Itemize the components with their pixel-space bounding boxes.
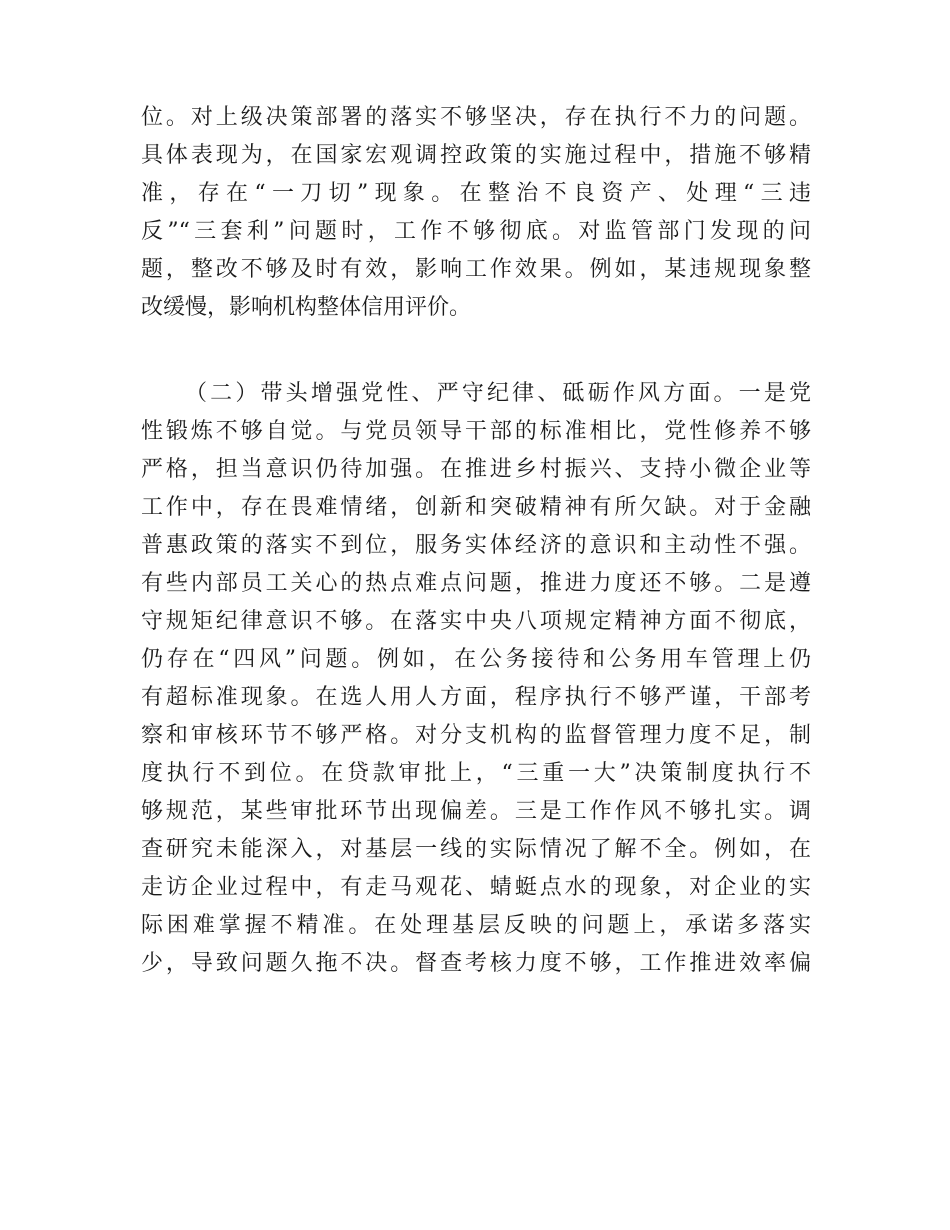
- paragraph-2: [141, 375, 811, 983]
- text-line: 度执行不到位。在贷款审批上，“三重一大”决策制度执行不: [141, 761, 811, 786]
- text-line: 有些内部员工关心的热点难点问题，推进力度还不够。二是遵: [141, 571, 811, 596]
- text-line: 位。对上级决策部署的落实不够坚决，存在执行不力的问题。: [141, 105, 811, 130]
- text-line: 少，导致问题久拖不决。督查考核力度不够，工作推进效率偏: [141, 951, 811, 976]
- text-line: 守规矩纪律意识不够。在落实中央八项规定精神方面不彻底，: [141, 609, 811, 634]
- text-line: 反”“三套利”问题时，工作不够彻底。对监管部门发现的问: [141, 219, 811, 244]
- text-line: 严格，担当意识仍待加强。在推进乡村振兴、支持小微企业等: [141, 457, 811, 482]
- text-line: 普惠政策的落实不到位，服务实体经济的意识和主动性不强。: [141, 533, 811, 558]
- text-line: 察和审核环节不够严格。对分支机构的监督管理力度不足，制: [141, 723, 811, 748]
- text-line: 工作中，存在畏难情绪，创新和突破精神有所欠缺。对于金融: [141, 495, 811, 520]
- text-line: 准，存在“一刀切”现象。在整治不良资产、处理“三违: [141, 181, 811, 206]
- text-line: 际困难掌握不精准。在处理基层反映的问题上，承诺多落实: [141, 913, 811, 938]
- text-line: 题，整改不够及时有效，影响工作效果。例如，某违规现象整: [141, 257, 811, 282]
- section-heading-line: （二）带头增强党性、严守纪律、砥砺作风方面。一是党: [185, 381, 811, 406]
- text-line: 走访企业过程中，有走马观花、蜻蜓点水的现象，对企业的实: [141, 875, 811, 900]
- text-line: 有超标准现象。在选人用人方面，程序执行不够严谨，干部考: [141, 685, 811, 710]
- text-line: 性锻炼不够自觉。与党员领导干部的标准相比，党性修养不够: [141, 419, 811, 444]
- text-line: 查研究未能深入，对基层一线的实际情况了解不全。例如，在: [141, 837, 811, 862]
- text-line: 改缓慢，影响机构整体信用评价。: [141, 295, 472, 320]
- text-line: 具体表现为，在国家宏观调控政策的实施过程中，措施不够精: [141, 143, 811, 168]
- text-line: 仍存在“四风”问题。例如，在公务接待和公务用车管理上仍: [141, 647, 811, 672]
- text-line: 够规范，某些审批环节出现偏差。三是工作作风不够扎实。调: [141, 799, 811, 824]
- paragraph-1: [141, 99, 811, 327]
